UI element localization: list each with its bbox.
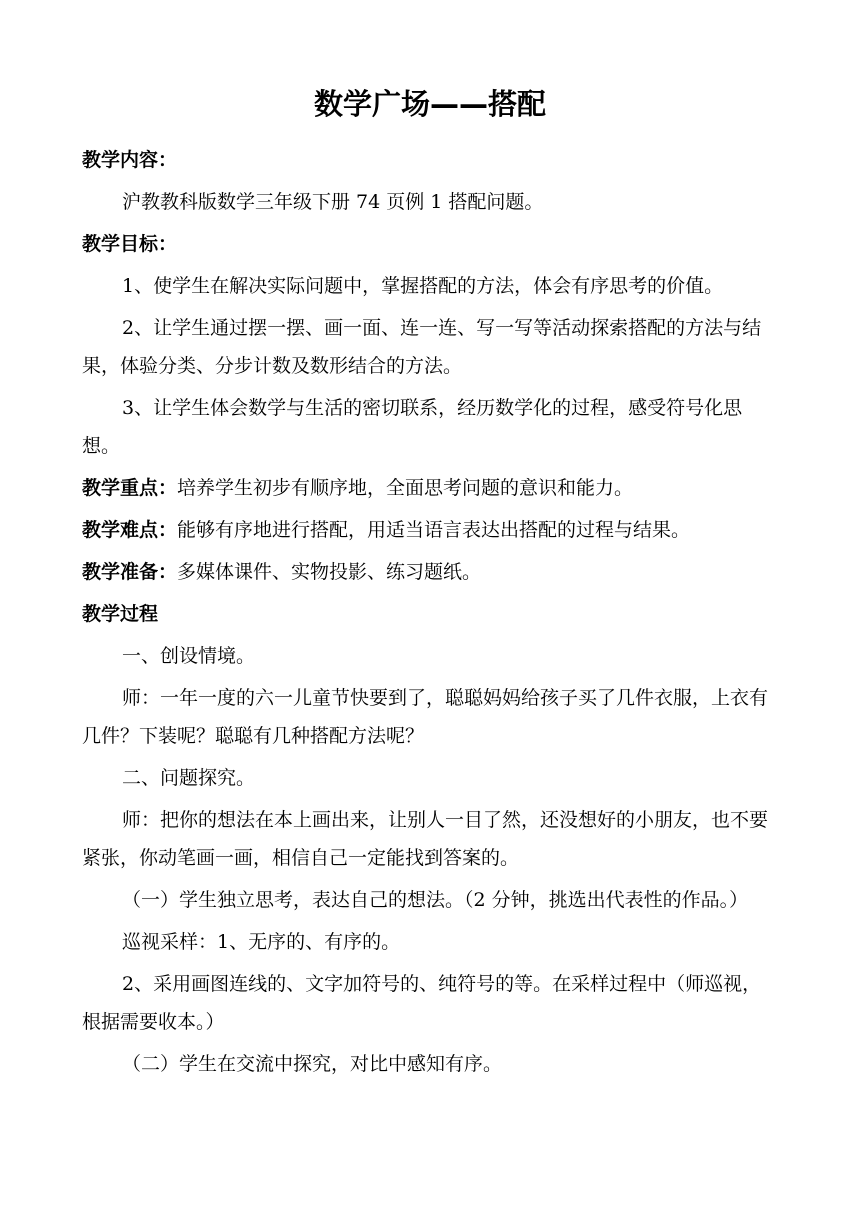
content-text: 沪教教科版数学三年级下册 74 页例 1 搭配问题。	[122, 191, 544, 213]
process-step: 师：把你的想法在本上画出来，让别人一目了然，还没想好的小朋友，也不要紧张，你动笔画一画，相信自己一定能找到答案的。	[82, 809, 769, 869]
process-step: 巡视采样：1、无序的、有序的。	[122, 931, 401, 953]
process-heading: 教学过程	[82, 603, 159, 625]
process-step: （一）学生独立思考，表达自己的想法。（2 分钟，挑选出代表性的作品。）	[122, 889, 749, 911]
document-title: 数学广场——搭配	[313, 87, 546, 121]
preparation-label: 教学准备：	[82, 561, 178, 583]
preparation-text: 多媒体课件、实物投影、练习题纸。	[177, 561, 482, 583]
goal-item: 3、让学生体会数学与生活的密切联系，经历数学化的过程，感受符号化思想。	[82, 397, 743, 457]
difficulty-text: 能够有序地进行搭配，用适当语言表达出搭配的过程与结果。	[177, 519, 691, 541]
document-body	[82, 141, 780, 1083]
difficulty-label: 教学难点：	[82, 519, 178, 541]
goal-item: 1、使学生在解决实际问题中，掌握搭配的方法，体会有序思考的价值。	[122, 275, 724, 297]
process-step: 师：一年一度的六一儿童节快要到了，聪聪妈妈给孩子买了几件衣服，上衣有几件？下装呢？聪聪有几种搭配方法呢？	[82, 687, 769, 747]
key-point-text: 培养学生初步有顺序地，全面思考问题的意识和能力。	[177, 477, 634, 499]
key-point-label: 教学重点：	[82, 477, 178, 499]
process-step: 2、采用画图连线的、文字加符号的、纯符号的等。在采样过程中（师巡视，根据需要收本。）	[82, 973, 762, 1033]
process-step: 二、问题探究。	[122, 767, 256, 789]
process-step: （二）学生在交流中探究，对比中感知有序。	[122, 1053, 503, 1075]
preparation-line	[82, 553, 780, 591]
content-heading: 教学内容：	[82, 149, 178, 171]
difficulty-line	[82, 511, 780, 549]
process-step: 一、创设情境。	[122, 645, 256, 667]
goals-heading: 教学目标：	[82, 233, 178, 255]
key-point-line	[82, 469, 780, 507]
goal-item: 2、让学生通过摆一摆、画一面、连一连、写一写等活动探索搭配的方法与结果，体验分类、分步计数及数形结合的方法。	[82, 317, 762, 377]
